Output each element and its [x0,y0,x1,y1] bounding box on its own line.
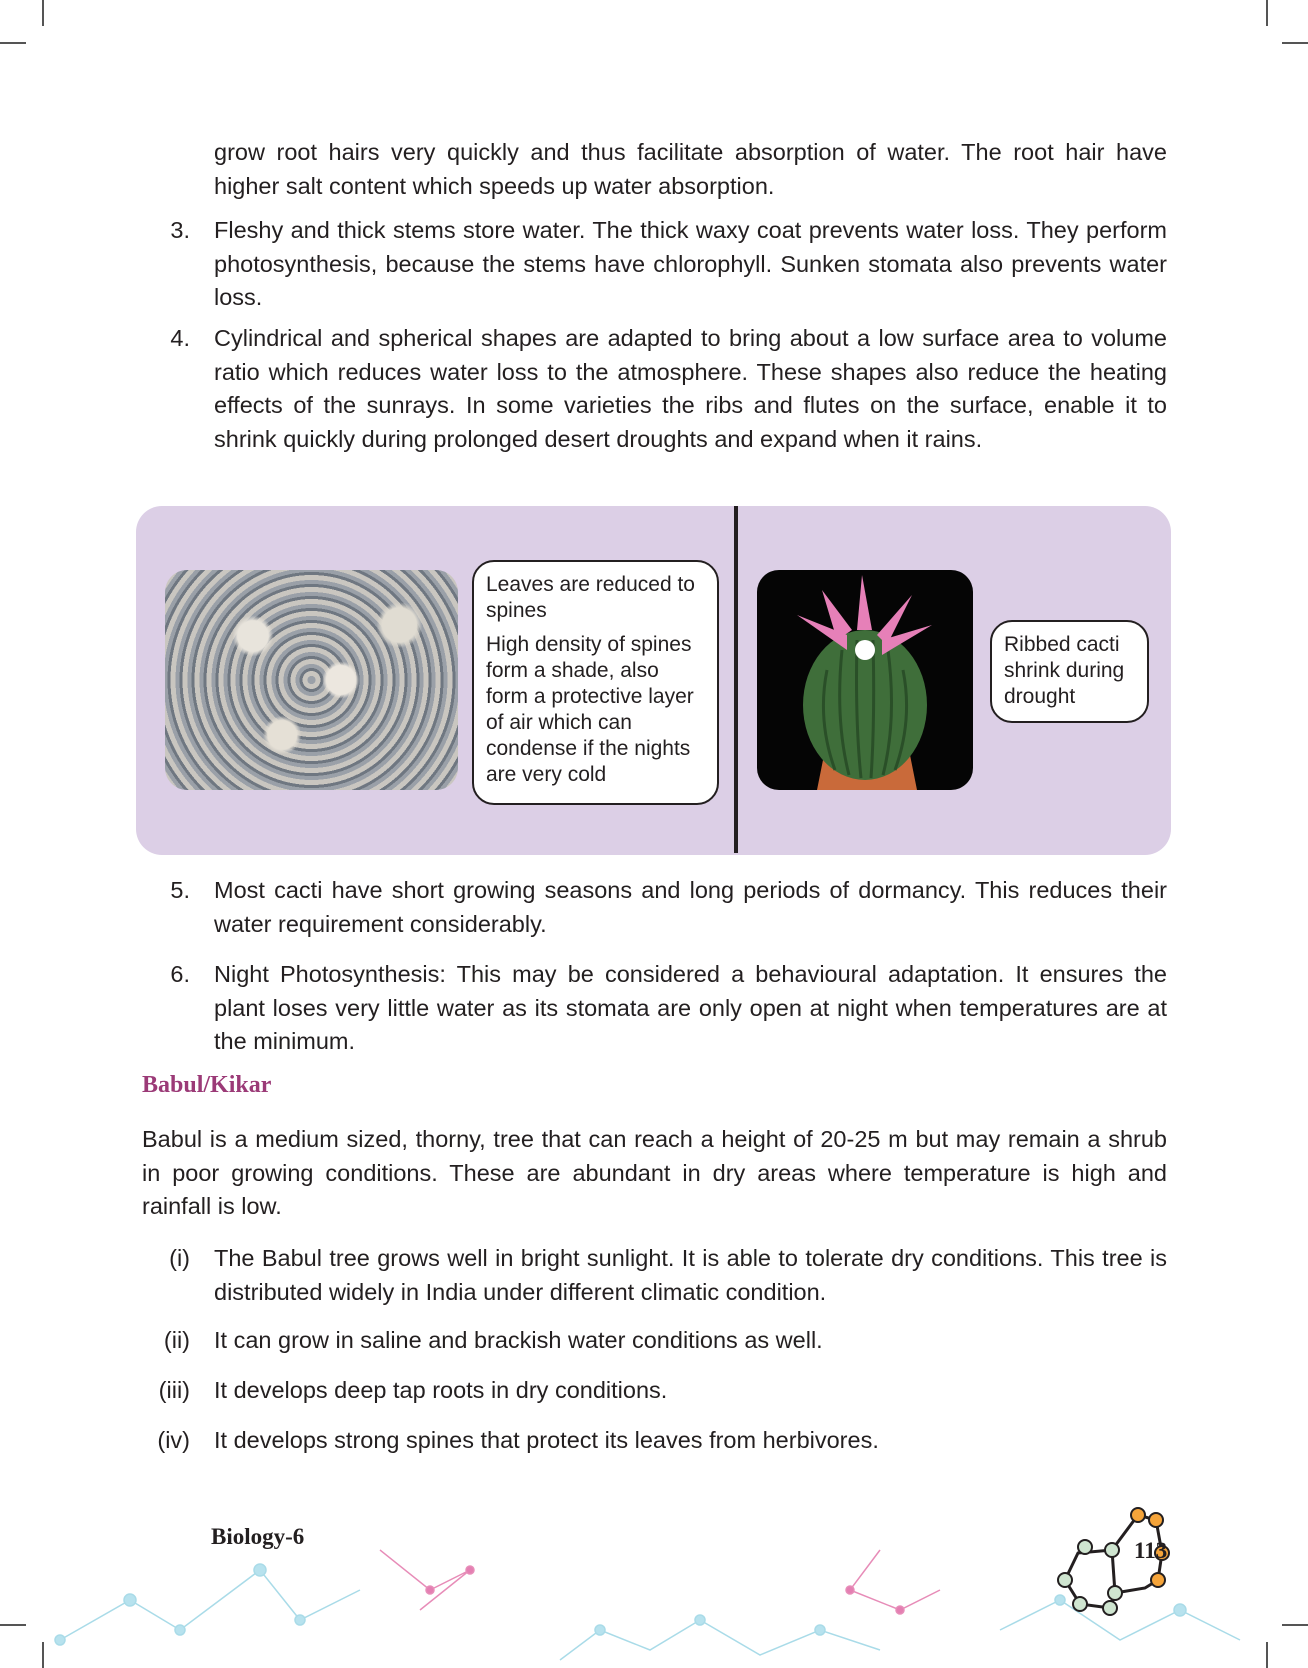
crop-mark [1266,0,1268,26]
list-item: Night Photosynthesis: This may be considered a behavioural adaptation. It ensures the plant loses very little water as its stomata are only open at night when temperatures are at the minimum. [214,961,1167,1054]
footer-book-title: Biology-6 [211,1524,305,1549]
cactus-cluster-photo [165,570,458,790]
crop-mark [42,0,44,26]
list-number: 4. [170,325,190,351]
callout-text: High density of spines form a shade, also form a protective layer of air which can condense if the nights are very cold [486,633,694,786]
list-number: (i) [169,1245,190,1271]
figure-divider [734,506,738,853]
list-item: Cylindrical and spherical shapes are adapted to bring about a low surface area to volume ratio which reduces water loss to the atmosphere. These shapes also reduce the heating effects of the sunrays. In some varieties the ribs and flutes on the surface, enable it to shrink quickly during prolonged desert droughts and expand when it rains. [214,325,1167,452]
list-item: It develops deep tap roots in dry conditions. [214,1377,668,1403]
list-number: (ii) [163,1327,190,1353]
ribbed-cactus-photo [757,570,973,790]
crop-mark [1282,42,1308,44]
section-heading: Babul/Kikar [142,1072,272,1098]
crop-mark [0,42,26,44]
callout-text: Leaves are reduced to spines [486,573,695,622]
hexagon-page-badge-icon [1050,1505,1200,1620]
ribbed-cacti-callout [990,620,1149,723]
intro-paragraph: grow root hairs very quickly and thus facilitate absorption of water. The root hair have higher salt content which speeds up water absorption. [214,139,1167,199]
list-number: 6. [170,961,190,987]
list-number: (iv) [157,1427,190,1453]
ribbed-cactus-illustration [757,570,973,790]
babul-paragraph: Babul is a medium sized, thorny, tree that can reach a height of 20-25 m but may remain a shrub in poor growing conditions. These are abundant in dry areas where temperature is high and rainfall is low. [142,1126,1167,1219]
list-number: 5. [170,877,190,903]
callout-text: Ribbed cacti shrink during drought [1004,633,1125,708]
list-item: Fleshy and thick stems store water. The thick waxy coat prevents water loss. They perform photosynthesis, because the stems have chlorophyll. Sunken stomata also prevents water loss. [214,217,1167,310]
list-item: Most cacti have short growing seasons and long periods of dormancy. This reduces their water requirement considerably. [214,877,1167,937]
spines-callout [472,560,719,805]
list-item: It develops strong spines that protect its leaves from herbivores. [214,1427,879,1453]
list-item: The Babul tree grows well in bright sunlight. It is able to tolerate dry conditions. This tree is distributed widely in India under different climatic condition. [214,1245,1167,1305]
page-number: 113 [1134,1538,1168,1563]
list-number: (iii) [158,1377,190,1403]
list-number: 3. [170,217,190,243]
list-item: It can grow in saline and brackish water conditions as well. [214,1327,823,1353]
